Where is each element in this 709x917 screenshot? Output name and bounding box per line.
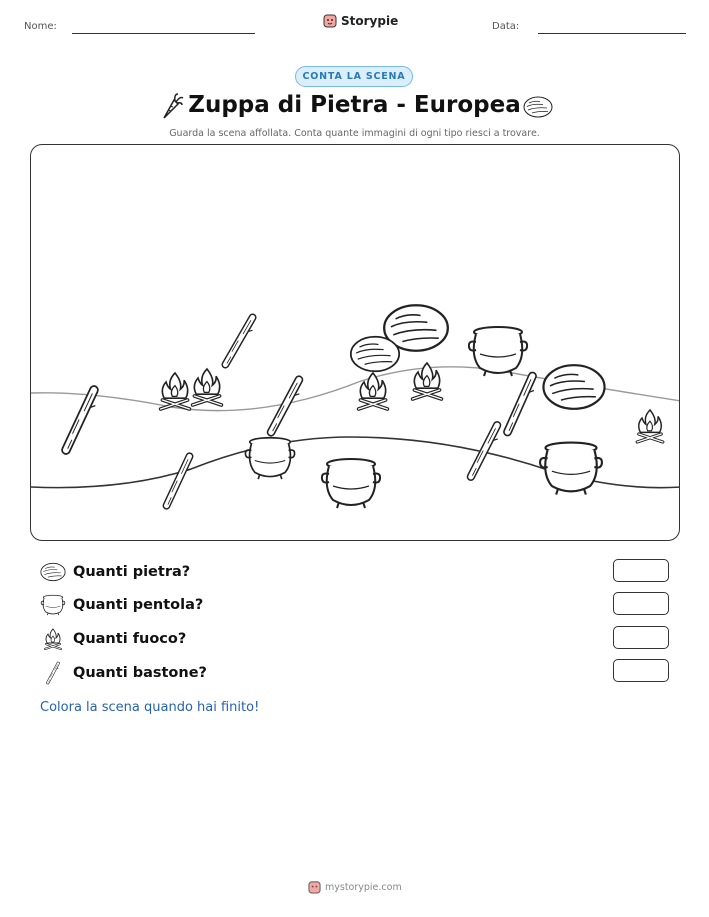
pot-icon: [40, 594, 66, 616]
stone-icon: [40, 562, 66, 582]
date-label: Data:: [492, 21, 520, 32]
stick-5: [503, 371, 541, 438]
instructions: Guarda la scena affollata. Conta quante immagini di ogni tipo riesci a trovare.: [169, 128, 540, 139]
stone-icon: [523, 96, 553, 118]
activity-badge: CONTA LA SCENA: [295, 66, 413, 87]
pot-3: [322, 459, 380, 508]
storypie-logo-icon: [323, 13, 337, 28]
pot-2: [245, 438, 294, 479]
question-text: Quanti pietra?: [73, 564, 191, 580]
answer-box-stone[interactable]: [613, 559, 669, 582]
storypie-logo-icon: [308, 880, 321, 894]
question-stone: [40, 560, 190, 584]
brand-logo: [323, 13, 398, 28]
stick-1: [221, 313, 260, 370]
coloring-note: Colora la scena quando hai finito!: [40, 700, 260, 715]
stone-2: [351, 337, 399, 372]
pot-4: [540, 443, 602, 495]
name-field[interactable]: [72, 33, 255, 34]
fire-3: [359, 373, 388, 409]
date-field[interactable]: [538, 33, 686, 34]
fire-1: [161, 373, 190, 409]
stick-2: [61, 385, 103, 457]
stone-3: [543, 365, 604, 409]
question-pot: [40, 593, 203, 617]
question-text: Quanti pentola?: [73, 597, 204, 613]
brand-name: Storypie: [341, 13, 399, 28]
counting-scene[interactable]: [30, 144, 680, 541]
scene-illustration: [31, 145, 680, 541]
pot-1: [469, 327, 527, 376]
site-url[interactable]: mystorypie.com: [325, 881, 402, 893]
question-stick: [40, 661, 207, 685]
name-label: Nome:: [24, 21, 57, 32]
fire-icon: [43, 627, 63, 651]
fire-2: [193, 369, 222, 405]
question-text: Quanti bastone?: [73, 665, 207, 681]
question-text: Quanti fuoco?: [73, 631, 187, 647]
answer-box-stick[interactable]: [613, 659, 669, 682]
fire-5: [637, 410, 663, 442]
stick-icon: [42, 659, 65, 688]
stick-4: [162, 452, 196, 511]
stick-6: [466, 421, 504, 483]
answer-box-fire[interactable]: [613, 626, 669, 649]
page-title: Zuppa di Pietra - Europea: [188, 92, 521, 118]
answer-box-pot[interactable]: [613, 592, 669, 615]
site-footer: [308, 880, 402, 894]
question-fire: [40, 627, 186, 651]
